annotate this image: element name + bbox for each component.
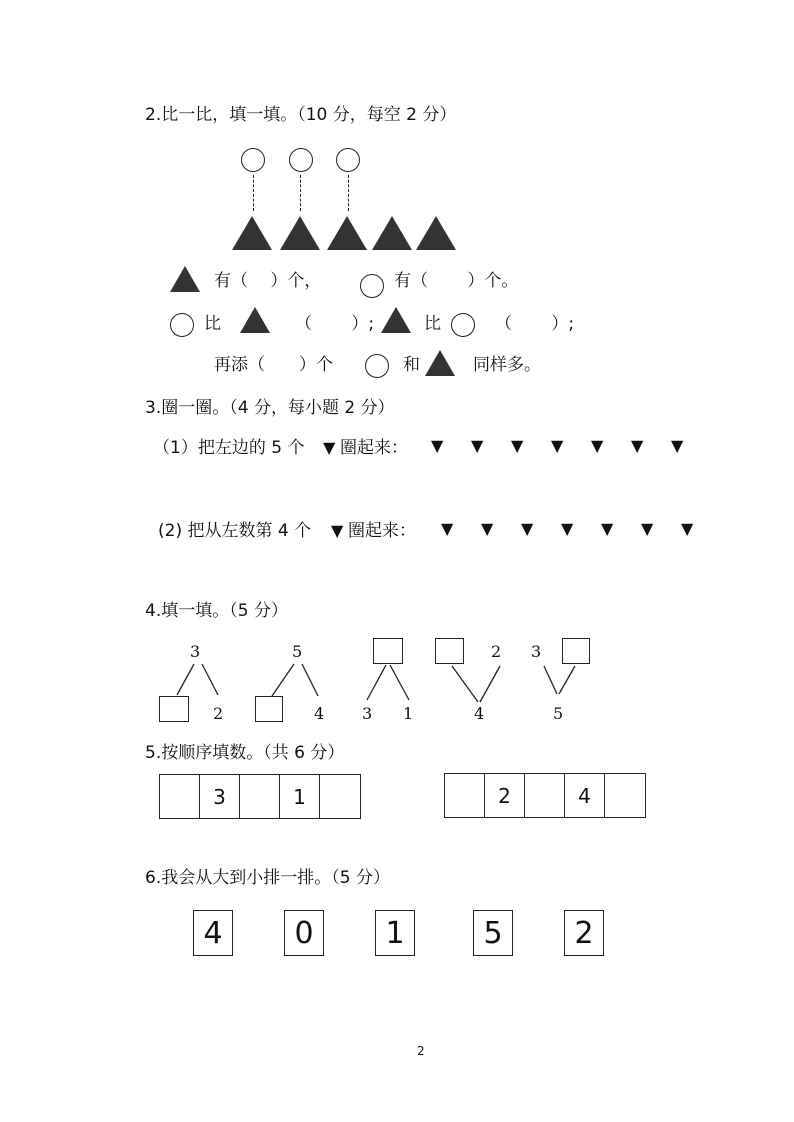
down-triangle-icon[interactable]: ▼ [641,519,654,538]
q2-blank-circles: 有（ ）个。 [394,271,519,291]
sequence-row-1 [159,774,361,819]
number-card: 0 [284,910,324,956]
answer-box[interactable] [373,638,403,664]
sequence-cell[interactable] [525,774,565,817]
dashed-connector [348,175,349,211]
down-triangle-icon[interactable]: ▼ [441,519,454,538]
q3-item1-text-end: 圈起来： [340,438,408,458]
triangle-icon [381,307,411,333]
triangle-icon [425,350,455,376]
triangle-icon [232,216,272,250]
q4-heading: 4.填一填。（5 分） [145,601,288,621]
q3-item2-text-end: 圈起来： [348,521,416,541]
bond-number: 2 [491,642,502,661]
q6-heading: 6.我会从大到小排一排。（5 分） [145,868,390,888]
q2-same-text: 同样多。 [473,355,541,375]
answer-box[interactable] [159,696,189,722]
triangle-icon [280,216,320,250]
bond-number: 2 [213,704,224,723]
q2-blank-compare1: （ ）; [295,314,375,334]
circle-icon [170,313,194,337]
q2-compare-word: 比 [204,314,221,334]
down-triangle-icon[interactable]: ▼ [511,436,524,455]
number-card: 5 [473,910,513,956]
q2-compare-word: 比 [424,314,441,334]
down-triangle-icon[interactable]: ▼ [601,519,614,538]
answer-box[interactable] [562,638,590,664]
bond-number: 3 [531,642,542,661]
q2-heading: 2.比一比，填一填。（10 分，每空 2 分） [145,105,457,125]
sequence-cell[interactable] [160,775,200,818]
circle-icon [360,274,384,298]
bond-number: 5 [553,704,564,723]
down-triangle-icon: ▼ [331,521,344,540]
down-triangle-icon: ▼ [323,438,336,457]
down-triangle-icon[interactable]: ▼ [431,436,444,455]
sequence-cell[interactable] [320,775,360,818]
q2-blank-triangles: 有（ ）个， [214,271,322,291]
bond-number: 4 [314,704,325,723]
down-triangle-icon[interactable]: ▼ [521,519,534,538]
down-triangle-icon[interactable]: ▼ [471,436,484,455]
page-number: 2 [417,1044,425,1058]
answer-box[interactable] [435,638,464,664]
q3-heading: 3.圈一圈。（4 分，每小题 2 分） [145,398,395,418]
q2-and-word: 和 [403,355,420,375]
down-triangle-icon[interactable]: ▼ [631,436,644,455]
sequence-cell[interactable] [605,774,645,817]
bond-number: 3 [190,642,201,661]
triangle-icon [372,216,412,250]
sequence-row-2 [444,773,646,818]
bond-number: 5 [292,642,303,661]
circle-icon [451,313,475,337]
sequence-cell: 1 [280,775,320,818]
q2-add-text: 再添（ ）个 [214,355,333,375]
bond-number: 1 [403,704,414,723]
answer-box[interactable] [255,696,283,722]
sequence-cell: 2 [485,774,525,817]
triangle-icon [170,266,200,292]
down-triangle-icon[interactable]: ▼ [551,436,564,455]
bond-number: 4 [474,704,485,723]
q5-heading: 5.按顺序填数。（共 6 分） [145,743,345,763]
sequence-cell: 3 [200,775,240,818]
q2-blank-compare2: （ ）; [495,314,575,334]
number-card: 1 [375,910,415,956]
q3-item2-text: (2) 把从左数第 4 个 [158,521,312,541]
triangle-icon [416,216,456,250]
number-card: 2 [564,910,604,956]
q3-item1-text: （1）把左边的 5 个 [153,438,305,458]
down-triangle-icon[interactable]: ▼ [561,519,574,538]
sequence-cell[interactable] [445,774,485,817]
triangle-icon [240,307,270,333]
circle-icon [365,354,389,378]
bond-number: 3 [362,704,373,723]
down-triangle-icon[interactable]: ▼ [591,436,604,455]
triangle-icon [327,216,367,250]
dashed-connector [253,175,254,211]
down-triangle-icon[interactable]: ▼ [681,519,694,538]
circle-icon [241,148,265,172]
down-triangle-icon[interactable]: ▼ [671,436,684,455]
circle-icon [289,148,313,172]
sequence-cell[interactable] [240,775,280,818]
circle-icon [336,148,360,172]
sequence-cell: 4 [565,774,605,817]
down-triangle-icon[interactable]: ▼ [481,519,494,538]
number-card: 4 [193,910,233,956]
dashed-connector [300,175,301,211]
